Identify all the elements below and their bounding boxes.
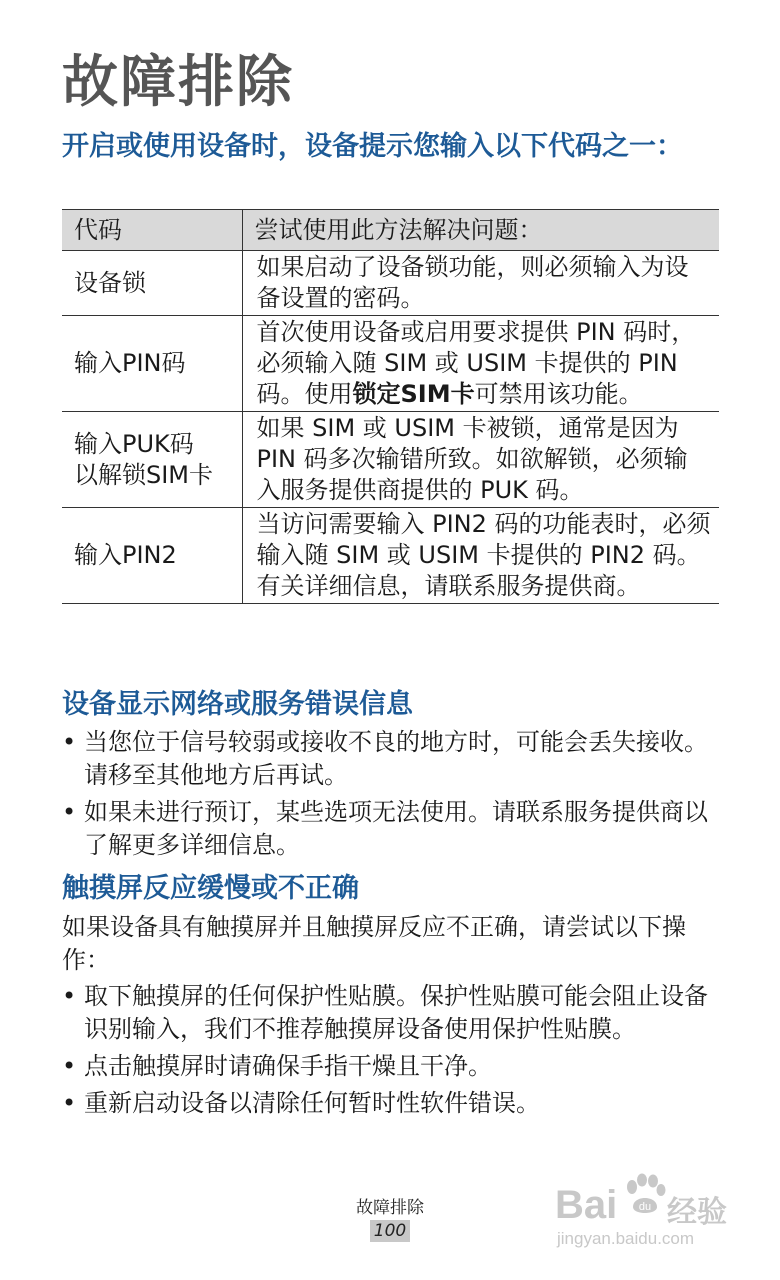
page-title: 故障排除 bbox=[62, 50, 294, 115]
table-cell-code: 设备锁 bbox=[62, 251, 242, 316]
section-heading-network-error: 设备显示网络或服务错误信息 bbox=[62, 689, 413, 720]
codes-table bbox=[62, 209, 719, 604]
solution-text: 首次使用设备或启用要求提供 PIN 码时，必须输入随 SIM 或 USIM 卡提供的 PIN 码。使用 bbox=[256, 318, 696, 408]
code-line: 输入PUK码 bbox=[74, 429, 194, 458]
section-heading-codes: 开启或使用设备时，设备提示您输入以下代码之一： bbox=[62, 131, 683, 162]
list-item bbox=[62, 796, 722, 862]
table-header-row bbox=[62, 210, 719, 251]
paw-icon bbox=[623, 1173, 667, 1217]
list-item bbox=[62, 980, 722, 1046]
watermark-url: jingyan.baidu.com bbox=[557, 1229, 695, 1248]
table-cell-solution bbox=[242, 316, 719, 412]
list-item-text: 如果未进行预订，某些选项无法使用。请联系服务提供商以了解更多详细信息。 bbox=[84, 798, 708, 859]
touchscreen-list bbox=[62, 980, 722, 1124]
table-cell-solution: 如果启动了设备锁功能，则必须输入为设备设置的密码。 bbox=[242, 251, 719, 316]
page-number: 100 bbox=[370, 1220, 410, 1242]
bullet-icon: • bbox=[62, 728, 77, 756]
solution-bold-text: 锁定SIM卡 bbox=[352, 380, 475, 408]
table-row bbox=[62, 508, 719, 604]
network-error-list bbox=[62, 726, 722, 866]
list-item-text: 重新启动设备以清除任何暂时性软件错误。 bbox=[84, 1089, 540, 1117]
list-item-text: 点击触摸屏时请确保手指干燥且干净。 bbox=[84, 1052, 492, 1080]
list-item-text: 取下触摸屏的任何保护性贴膜。保护性贴膜可能会阻止设备识别输入，我们不推荐触摸屏设备使用保护性贴膜。 bbox=[84, 982, 708, 1043]
svg-text:du: du bbox=[638, 1201, 652, 1213]
solution-text: 可禁用该功能。 bbox=[474, 380, 643, 408]
bullet-icon: • bbox=[62, 1089, 77, 1117]
watermark-brand-right: 经验 bbox=[667, 1196, 727, 1229]
list-item bbox=[62, 1050, 722, 1083]
code-line: 以解锁SIM卡 bbox=[74, 460, 214, 489]
bullet-icon: • bbox=[62, 982, 77, 1010]
table-header-code: 代码 bbox=[62, 210, 242, 251]
table-cell-solution: 当访问需要输入 PIN2 码的功能表时，必须输入随 SIM 或 USIM 卡提供的 PIN2 码。有关详细信息，请联系服务提供商。 bbox=[242, 508, 719, 604]
list-item bbox=[62, 1087, 722, 1120]
section-heading-touchscreen: 触摸屏反应缓慢或不正确 bbox=[62, 873, 359, 904]
bullet-icon: • bbox=[62, 1052, 77, 1080]
table-row bbox=[62, 316, 719, 412]
table-cell-code: 输入PIN2 bbox=[62, 508, 242, 604]
table-cell-code bbox=[62, 412, 242, 508]
table-row bbox=[62, 251, 719, 316]
table-row bbox=[62, 412, 719, 508]
footer-section-title: 故障排除 bbox=[356, 1198, 424, 1218]
watermark-brand-left: Bai bbox=[555, 1183, 618, 1227]
table-header-solution: 尝试使用此方法解决问题： bbox=[242, 210, 719, 251]
baidu-watermark bbox=[555, 1165, 745, 1255]
list-item-text: 当您位于信号较弱或接收不良的地方时，可能会丢失接收。请移至其他地方后再试。 bbox=[84, 728, 708, 789]
list-item bbox=[62, 726, 722, 792]
table-cell-solution: 如果 SIM 或 USIM 卡被锁，通常是因为 PIN 码多次输错所致。如欲解锁，必须输入服务提供商提供的 PUK 码。 bbox=[242, 412, 719, 508]
bullet-icon: • bbox=[62, 798, 77, 826]
touchscreen-intro: 如果设备具有触摸屏并且触摸屏反应不正确，请尝试以下操作： bbox=[62, 913, 686, 974]
table-cell-code: 输入PIN码 bbox=[62, 316, 242, 412]
